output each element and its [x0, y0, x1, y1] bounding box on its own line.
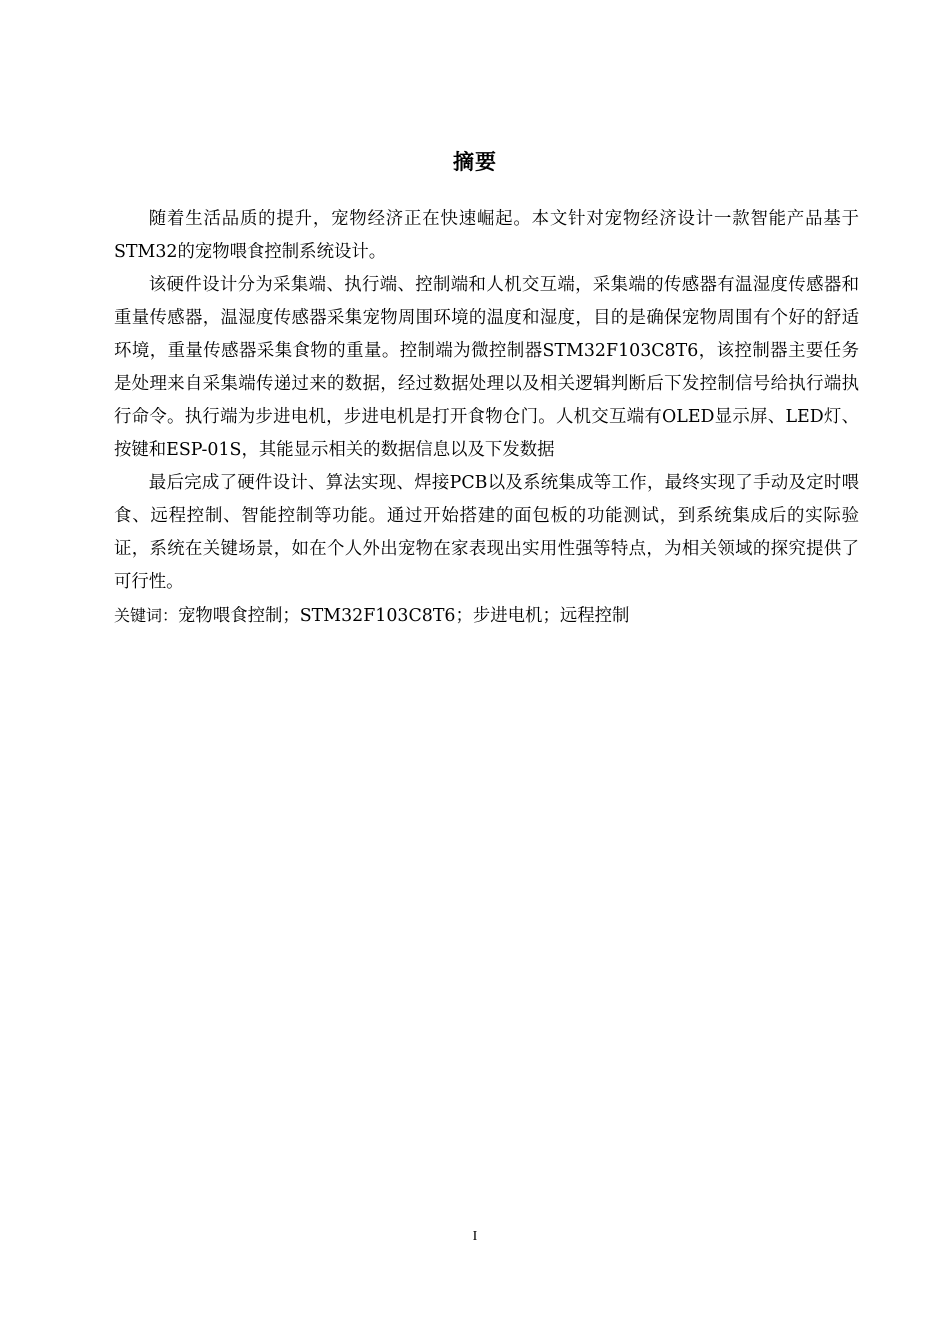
- page-number: I: [472, 1229, 478, 1244]
- keywords-line: [114, 599, 859, 633]
- keywords-label: 关键词：: [114, 606, 179, 625]
- abstract-paragraph-1: 随着生活品质的提升，宠物经济正在快速崛起。本文针对宠物经济设计一款智能产品基于STM32的宠物喂食控制系统设计。: [114, 209, 859, 262]
- abstract-paragraph-3: 最后完成了硬件设计、算法实现、焊接PCB以及系统集成等工作，最终实现了手动及定时喂食、远程控制、智能控制等功能。通过开始搭建的面包板的功能测试，到系统集成后的实际验证，系统在关键场景，如在个人外出宠物在家表现出实用性强等特点，为相关领域的探究提供了可行性。: [114, 473, 859, 592]
- abstract-body: [114, 203, 859, 633]
- abstract-paragraph-2: 该硬件设计分为采集端、执行端、控制端和人机交互端，采集端的传感器有温湿度传感器和重量传感器，温湿度传感器采集宠物周围环境的温度和湿度，目的是确保宠物周围有个好的舒适环境，重量传感器采集食物的重量。控制端为微控制器STM32F103C8T6，该控制器主要任务是处理来自采集端传递过来的数据，经过数据处理以及相关逻辑判断后下发控制信号给执行端执行命令。执行端为步进电机，步进电机是打开食物仓门。人机交互端有OLED显示屏、LED灯、按键和ESP-01S，其能显示相关的数据信息以及下发数据: [114, 275, 859, 460]
- abstract-title: 摘要: [453, 150, 497, 174]
- keywords-value: 宠物喂食控制；STM32F103C8T6；步进电机；远程控制: [178, 606, 630, 626]
